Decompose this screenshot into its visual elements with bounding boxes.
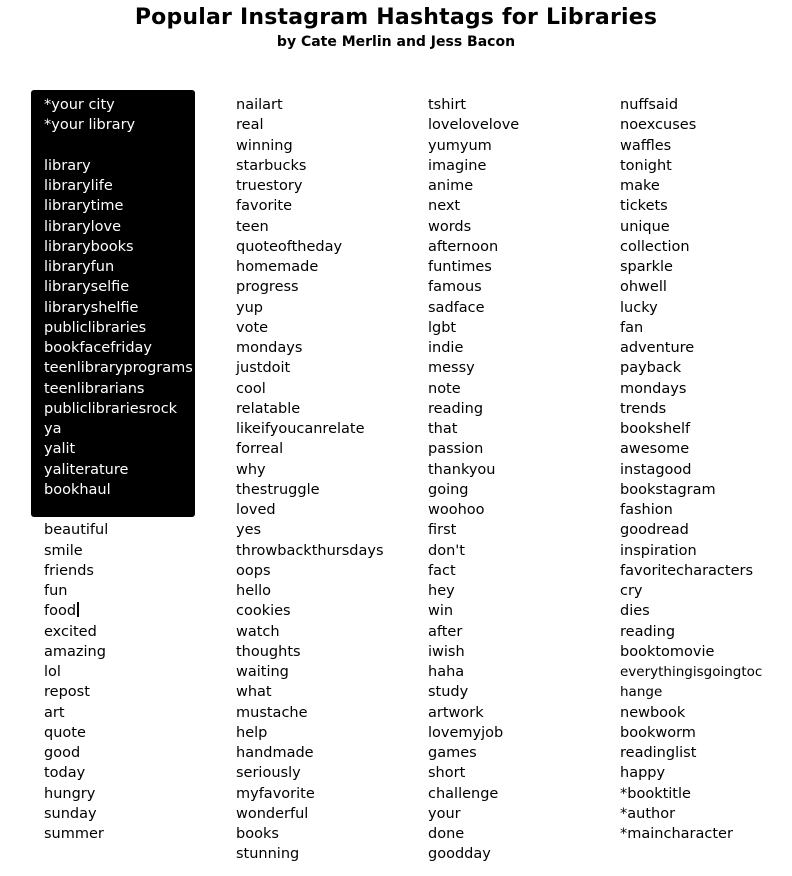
hashtag-item: fan	[620, 319, 644, 336]
hashtag-item: ya	[44, 421, 62, 437]
hashtag-item: what	[236, 684, 272, 701]
hashtag-item: libraryselfie	[44, 279, 130, 296]
hashtag-item: iwish	[428, 643, 465, 660]
hashtag-item: trends	[620, 400, 667, 417]
hashtag-column-2	[236, 95, 426, 865]
hashtag-item: woohoo	[428, 502, 485, 518]
hashtag-item: bookfacefriday	[44, 340, 152, 356]
hashtag-item: friends	[44, 562, 94, 579]
hashtag-item: reading	[428, 400, 484, 417]
hashtag-item: libraryshelfie	[44, 299, 139, 316]
hashtag-item: teen	[236, 218, 269, 235]
hashtag-item: lovemyjob	[428, 724, 504, 741]
hashtag-item: winning	[236, 137, 293, 154]
hashtag-item: noexcuses	[620, 117, 697, 134]
hashtag-item: thankyou	[428, 461, 496, 478]
hashtag-item: lucky	[620, 299, 658, 316]
hashtag-item: booktomovie	[620, 643, 715, 660]
hashtag-item: loved	[236, 502, 276, 518]
hashtag-item: challenge	[428, 785, 499, 802]
hashtag-item: excited	[44, 623, 97, 640]
hashtag-item: going	[428, 481, 469, 498]
hashtag-item: afternoon	[428, 238, 499, 255]
hashtag-item: favorite	[236, 198, 293, 215]
hashtag-item: today	[44, 765, 86, 782]
hashtag-item: yaliterature	[44, 461, 129, 478]
hashtag-item: words	[428, 218, 472, 235]
hashtag-item: stunning	[236, 846, 300, 863]
hashtag-item: publiclibraries	[44, 319, 147, 336]
hashtag-item: first	[428, 522, 457, 539]
hashtag-item: why	[236, 461, 266, 478]
hashtag-item: handmade	[236, 745, 314, 761]
hashtag-item: sadface	[428, 299, 485, 316]
hashtag-item: newbook	[620, 704, 686, 721]
hashtag-item: cry	[620, 583, 643, 599]
hashtag-item: dies	[620, 603, 650, 620]
hashtag-item: awesome	[620, 441, 690, 458]
hashtag-item: justdoit	[236, 360, 291, 377]
hashtag-item: mustache	[236, 704, 308, 721]
hashtag-item: funtimes	[428, 259, 492, 275]
hashtag-item: yalit	[44, 441, 76, 458]
hashtag-item: myfavorite	[236, 785, 315, 802]
hashtag-item: artwork	[428, 704, 484, 721]
hashtag-item: haha	[428, 664, 465, 680]
hashtag-item: libraryfun	[44, 259, 115, 275]
hashtag-item: cool	[236, 380, 266, 397]
hashtag-item: collection	[620, 238, 690, 255]
hashtag-column-4	[620, 95, 792, 844]
hashtag-item: payback	[620, 360, 682, 377]
hashtag-item: *booktitle	[620, 785, 691, 802]
hashtag-item: bookstagram	[620, 481, 716, 498]
hashtag-item: win	[428, 603, 454, 620]
hashtag-item: sparkle	[620, 259, 673, 275]
hashtag-item: cookies	[236, 603, 291, 620]
hashtag-item: indie	[428, 340, 464, 356]
hashtag-item: study	[428, 684, 469, 701]
hashtag-item: beautiful	[44, 522, 109, 539]
page-title: Popular Instagram Hashtags for Libraries	[134, 5, 658, 30]
hashtag-item: real	[236, 117, 264, 134]
hashtag-item: food	[44, 601, 234, 621]
hashtag-item: sunday	[44, 805, 97, 822]
hashtag-item: instagood	[620, 461, 692, 478]
hashtag-item: starbucks	[236, 157, 307, 174]
hashtag-item: favoritecharacters	[620, 562, 754, 579]
hashtag-item: thestruggle	[236, 481, 320, 498]
hashtag-item: goodday	[428, 846, 491, 863]
hashtag-item: note	[428, 380, 461, 397]
hashtag-item: ohwell	[620, 279, 667, 296]
hashtag-item: don't	[428, 542, 465, 559]
hashtag-item: homemade	[236, 259, 319, 275]
hashtag-item: reading	[620, 623, 676, 640]
hashtag-item: throwbackthursdays	[236, 542, 384, 559]
hashtag-item: anime	[428, 178, 474, 194]
hashtag-item: readinglist	[620, 745, 697, 761]
hashtag-item: after	[428, 623, 463, 640]
hashtag-item: nuffsaid	[620, 97, 679, 113]
hashtag-item: lgbt	[428, 319, 457, 336]
hashtag-item: lovelovelove	[428, 117, 520, 134]
hashtag-item: happy	[44, 502, 90, 518]
hashtag-item: tickets	[620, 198, 668, 215]
hashtag-item: librarybooks	[44, 238, 134, 255]
hashtag-item: help	[236, 724, 268, 741]
hashtag-item: *maincharacter	[620, 826, 733, 842]
hashtag-item: thoughts	[236, 643, 301, 660]
text-cursor	[77, 602, 79, 617]
hashtag-list	[620, 95, 792, 844]
hashtag-item: watch	[236, 623, 280, 640]
hashtag-item: vote	[236, 319, 269, 336]
hashtag-item: hey	[428, 583, 455, 599]
hashtag-item: inspiration	[620, 542, 697, 559]
hashtag-item: lol	[44, 664, 61, 680]
hashtag-item: seriously	[236, 765, 301, 782]
hashtag-item: nailart	[236, 97, 283, 113]
hashtag-item: quoteoftheday	[236, 238, 343, 255]
hashtag-item: goodread	[620, 522, 689, 539]
hashtag-item: done	[428, 826, 465, 842]
page-header	[0, 4, 792, 51]
hashtag-item: likeifyoucanrelate	[236, 421, 365, 437]
hashtag-item: fashion	[620, 502, 673, 518]
hashtag-item: books	[236, 826, 279, 842]
hashtag-item: librarylove	[44, 218, 122, 235]
hashtag-list	[236, 95, 426, 865]
hashtag-item: adventure	[620, 340, 695, 356]
hashtag-list	[428, 95, 618, 865]
hashtag-item: good	[44, 745, 81, 761]
hashtag-item: summer	[44, 826, 104, 842]
hashtag-item: librarytime	[44, 198, 124, 215]
hashtag-item: forreal	[236, 441, 284, 458]
hashtag-item: tshirt	[428, 97, 467, 113]
hashtag-item: tonight	[620, 157, 672, 174]
hashtag-item: library	[44, 157, 91, 174]
hashtag-column-3	[428, 95, 618, 865]
hashtag-item: librarylife	[44, 178, 113, 194]
hashtag-item: bookshelf	[620, 421, 691, 437]
hashtag-item: oops	[236, 562, 271, 579]
hashtag-item: waiting	[236, 664, 289, 680]
hashtag-column-1	[44, 95, 234, 844]
hashtag-item: waffles	[620, 137, 672, 154]
hashtag-item: fun	[44, 583, 68, 599]
hashtag-item: bookworm	[620, 724, 696, 741]
hashtag-item: relatable	[236, 400, 301, 417]
hashtag-item: messy	[428, 360, 475, 377]
hashtag-item: progress	[236, 279, 299, 296]
hashtag-item: hungry	[44, 785, 96, 802]
hashtag-item: mondays	[620, 380, 687, 397]
hashtag-item: games	[428, 745, 477, 761]
hashtag-item: *author	[620, 805, 676, 822]
hashtag-list	[44, 500, 234, 844]
hashtag-item: your	[428, 805, 461, 822]
hashtag-item: everythingisgoingtochange	[620, 664, 763, 701]
hashtag-item: publiclibrariesrock	[44, 400, 178, 417]
hashtag-item: fact	[428, 562, 456, 579]
hashtag-item: teenlibraryprograms	[44, 360, 193, 377]
hashtag-item: teenlibrarians	[44, 380, 145, 397]
hashtag-item: yes	[236, 522, 262, 539]
hashtag-item: imagine	[428, 157, 487, 174]
hashtag-item: truestory	[236, 178, 303, 194]
hashtag-item: repost	[44, 684, 90, 701]
hashtag-item: wonderful	[236, 805, 309, 822]
hashtag-item: unique	[620, 218, 670, 235]
hashtag-item: next	[428, 198, 461, 215]
hashtag-item: *your city	[44, 97, 115, 113]
hashtag-item: amazing	[44, 643, 106, 660]
hashtag-item: short	[428, 765, 466, 782]
hashtag-item: *your library	[44, 117, 136, 134]
page-subtitle: by Cate Merlin and Jess Bacon	[276, 34, 516, 50]
hashtag-item: smile	[44, 542, 83, 559]
hashtag-item: happy	[620, 765, 666, 782]
hashtag-item: passion	[428, 441, 484, 458]
hashtag-item: famous	[428, 279, 482, 296]
blank-line	[44, 136, 234, 156]
hashtag-item: hello	[236, 583, 272, 599]
hashtag-item: that	[428, 421, 458, 437]
hashtag-item: yumyum	[428, 137, 492, 154]
hashtag-item: quote	[44, 724, 86, 741]
hashtag-item: bookhaul	[44, 481, 111, 498]
hashtag-item: yup	[236, 299, 263, 316]
hashtag-item: mondays	[236, 340, 303, 356]
highlighted-hashtag-list	[44, 95, 234, 500]
hashtag-item: make	[620, 178, 660, 194]
hashtag-item: art	[44, 704, 65, 721]
